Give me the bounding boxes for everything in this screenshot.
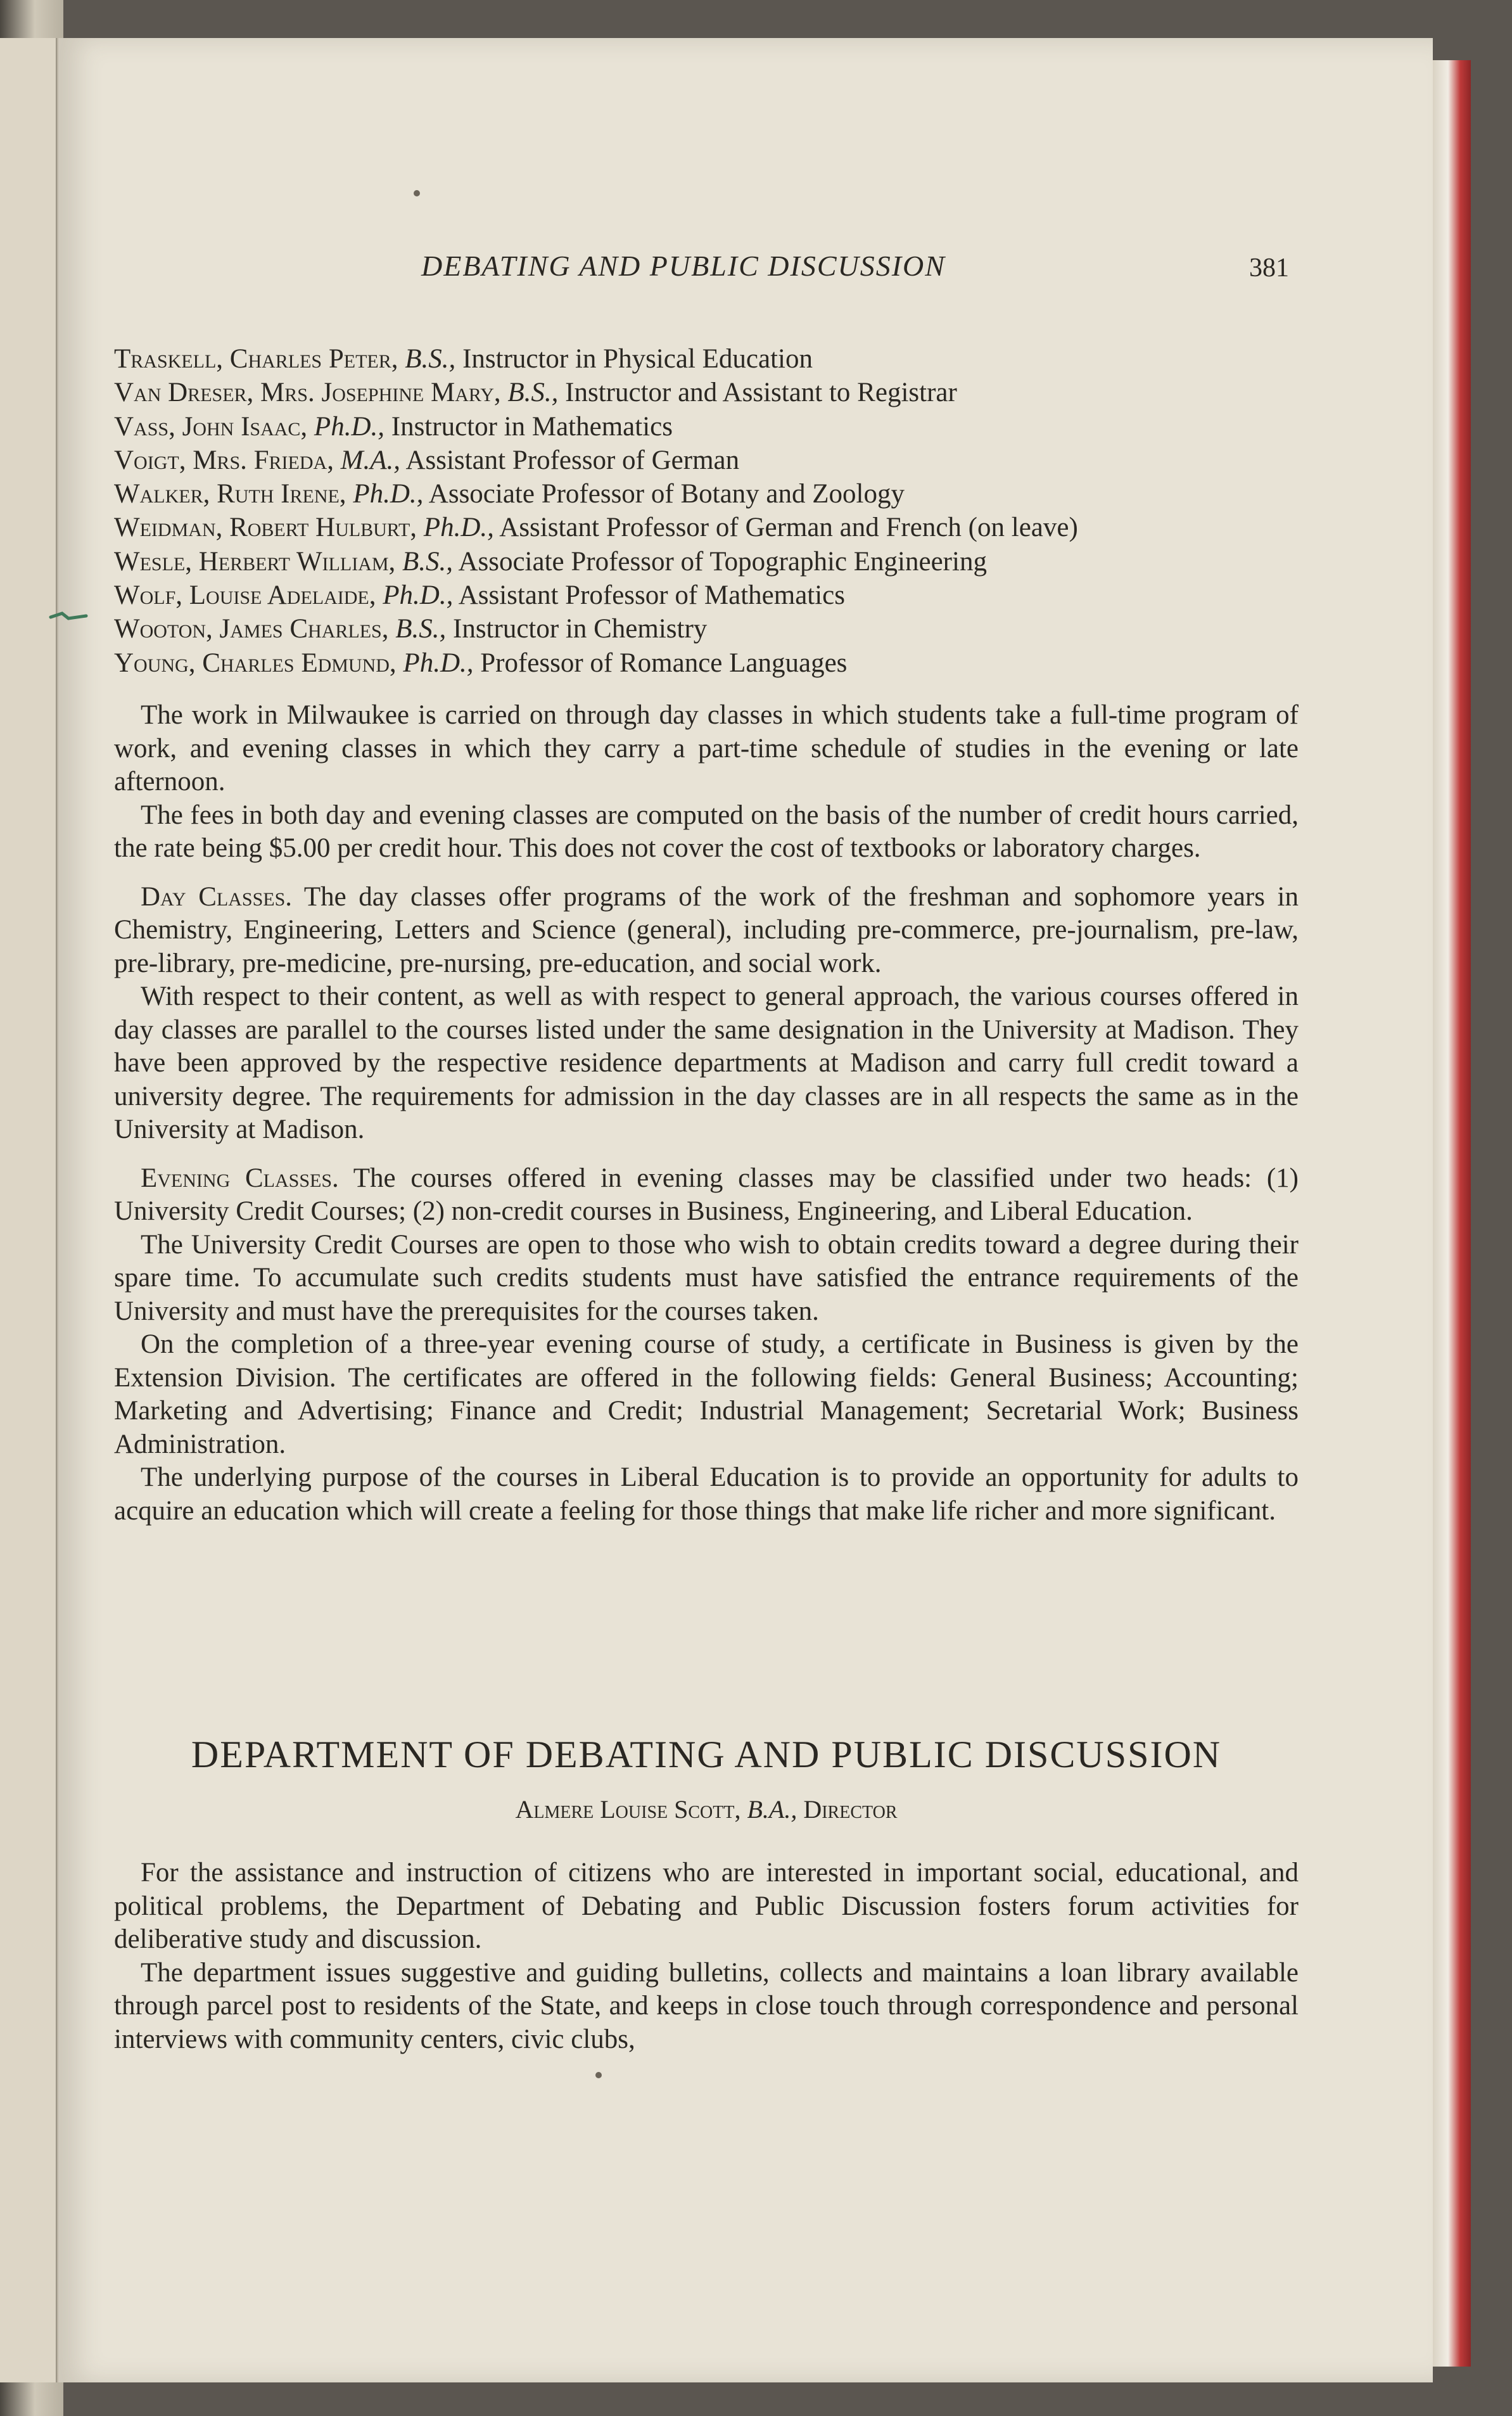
staff-entry: Wooton, James Charles, B.S., Instructor in Chemistry bbox=[114, 614, 708, 644]
page-number: 381 bbox=[1249, 253, 1289, 283]
paragraph: The fees in both day and evening classes are computed on the basis of the number of credit hours carried, the rate being $5.00 per credit hour. This does not cover the cost of textbooks or laboratory charges. bbox=[114, 800, 1299, 863]
department-title: DEPARTMENT OF DEBATING AND PUBLIC DISCUSSION bbox=[191, 1734, 1222, 1775]
staff-entry: Weidman, Robert Hulburt, Ph.D., Assistant Professor of German and French (on leave) bbox=[114, 513, 1078, 543]
paragraph: The department issues suggestive and guiding bulletins, collects and maintains a loan library available through parcel post to residents of the State, and keeps in close touch through correspondence and personal interviews with community centers, civic clubs, bbox=[114, 1957, 1299, 2054]
paragraph: On the completion of a three-year evening course of study, a certificate in Business is given by the Extension Division. The certificates are offered in the following fields: General Business; Accounting; Marketing and Advertising; Finance and Credit; Industrial Management; Secretarial Work; Business Administration. bbox=[114, 1329, 1299, 1459]
milwaukee-section bbox=[114, 699, 1299, 1528]
staff-entry: Walker, Ruth Irene, Ph.D., Associate Professor of Botany and Zoology bbox=[114, 479, 905, 509]
facing-page-edge bbox=[0, 38, 57, 2382]
staff-entry: Van Dreser, Mrs. Josephine Mary, B.S., Instructor and Assistant to Registrar bbox=[114, 378, 957, 408]
paragraph: With respect to their content, as well as with respect to general approach, the various courses offered in day classes are parallel to the courses listed under the same designation in the University at Madison. They have been approved by the respective residence departments at Madison and carry full credit toward a university degree. The requirements for admission in the day classes are in all respects the same as in the University at Madison. bbox=[114, 981, 1299, 1144]
staff-entry: Young, Charles Edmund, Ph.D., Professor of Romance Languages bbox=[114, 648, 848, 678]
paper-speck bbox=[595, 2072, 602, 2078]
staff-list bbox=[114, 342, 1299, 680]
staff-entry: Wesle, Herbert William, B.S., Associate Professor of Topographic Engineering bbox=[114, 546, 987, 577]
section-heading: Evening Classes. bbox=[141, 1163, 339, 1193]
director-line: Almere Louise Scott, B.A., Director bbox=[515, 1795, 898, 1824]
page-stack-edge bbox=[1433, 60, 1471, 2367]
running-head bbox=[364, 244, 1327, 295]
section-heading: Day Classes. bbox=[141, 881, 293, 912]
staff-entry: Wolf, Louise Adelaide, Ph.D., Assistant Professor of Mathematics bbox=[114, 580, 845, 611]
paper-speck bbox=[414, 190, 420, 196]
paragraph: Evening Classes. The courses offered in evening classes may be classified under two heads: (1) University Credit Courses; (2) non-credit courses in Business, Engineering, and Liberal Education. bbox=[114, 1163, 1299, 1226]
staff-entry: Voigt, Mrs. Frieda, M.A., Assistant Professor of German bbox=[114, 445, 740, 475]
running-head-title: DEBATING AND PUBLIC DISCUSSION bbox=[421, 250, 946, 282]
staff-entry: Traskell, Charles Peter, B.S., Instructor in Physical Education bbox=[114, 344, 813, 374]
paragraph: The University Credit Courses are open to those who wish to obtain credits toward a degree during their spare time. To accumulate such credits students must have satisfied the entrance requirements of the University and must have the prerequisites for the courses taken. bbox=[114, 1229, 1299, 1326]
department-section bbox=[114, 1857, 1299, 2056]
paragraph: The work in Milwaukee is carried on through day classes in which students take a full-time program of work, and evening classes in which they carry a part-time schedule of studies in the evening or late afternoon. bbox=[114, 700, 1299, 796]
paragraph: Day Classes. The day classes offer programs of the work of the freshman and sophomore years in Chemistry, Engineering, Letters and Science (general), including pre-commerce, pre-journalism, pre-law, pre-library, pre-medicine, pre-nursing, pre-education, and social work. bbox=[114, 881, 1299, 978]
pencil-mark-icon bbox=[48, 608, 99, 623]
paragraph: The underlying purpose of the courses in Liberal Education is to provide an opportunity for adults to acquire an education which will create a feeling for those things that make life richer and more significant. bbox=[114, 1462, 1299, 1526]
paragraph: For the assistance and instruction of citizens who are interested in important social, educational, and political problems, the Department of Debating and Public Discussion fosters forum activities for deliberative study and discussion. bbox=[114, 1858, 1299, 1954]
staff-entry: Vass, John Isaac, Ph.D., Instructor in Mathematics bbox=[114, 411, 673, 442]
